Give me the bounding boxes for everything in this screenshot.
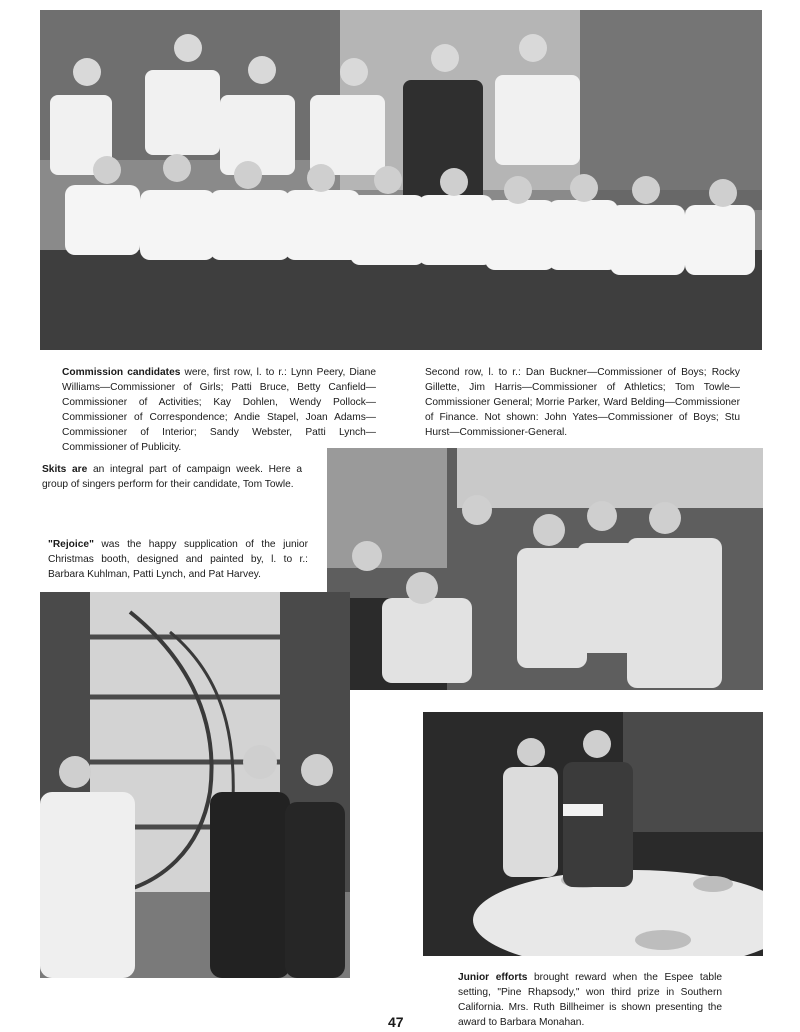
commission-caption-right-text: Second row, l. to r.: Dan Buckner—Commissioner of Boys; Rocky Gillette, Jim Harris—Commissioner of Athletics; Tom Towle—Commissioner General; Morrie Parker, Ward Belding—Commissioner of Finance. Not shown: John Yates—Commissioner of Boys; Stu Hurst—Commissioner-General. <box>425 367 740 438</box>
skits-caption-lead: Skits are <box>42 464 88 475</box>
commission-caption-left <box>62 365 376 455</box>
skits-photo <box>327 448 763 690</box>
page-number: 47 <box>388 1014 404 1030</box>
booth-photo-image <box>40 592 350 978</box>
rejoice-caption <box>48 537 308 582</box>
commission-candidates-photo <box>40 10 762 350</box>
skits-caption <box>42 462 302 492</box>
junior-efforts-caption-text: brought reward when the Espee table setting, "Pine Rhapsody," won third prize in Southern California. Mrs. Ruth Billheimer is shown presenting the award to Barbara Monahan. <box>458 972 722 1028</box>
rejoice-caption-text: was the happy supplication of the junior Christmas booth, designed and painted by, l. to r.: Barbara Kuhlman, Patti Lynch, and Pat Harvey. <box>48 539 308 580</box>
rejoice-photo <box>40 592 350 978</box>
junior-efforts-caption <box>458 970 722 1030</box>
commission-caption-text: were, first row, l. to r.: Lynn Peery, Diane Williams—Commissioner of Girls; Patti Bruce, Betty Canfield—Commissioner of Activities; Kay Dohlen, Wendy Pollock—Commissioner of Correspondence; Andie Stapel, Joan Adams—Commissioner of Interior; Sandy Webster, Patti Lynch—Commissioner of Publicity. <box>62 367 377 453</box>
skits-caption-text: an integral part of campaign week. Here a group of singers perform for their candidate, Tom Towle. <box>42 464 302 490</box>
crowd-photo-image <box>327 448 763 690</box>
junior-efforts-photo <box>423 712 763 956</box>
group-photo-image <box>40 10 762 350</box>
table-setting-photo-image <box>423 712 763 956</box>
junior-efforts-caption-lead: Junior efforts <box>458 972 528 983</box>
commission-caption-lead: Commission candidates <box>62 367 181 378</box>
commission-caption-right <box>425 365 740 440</box>
rejoice-caption-lead: "Rejoice" <box>48 539 94 550</box>
